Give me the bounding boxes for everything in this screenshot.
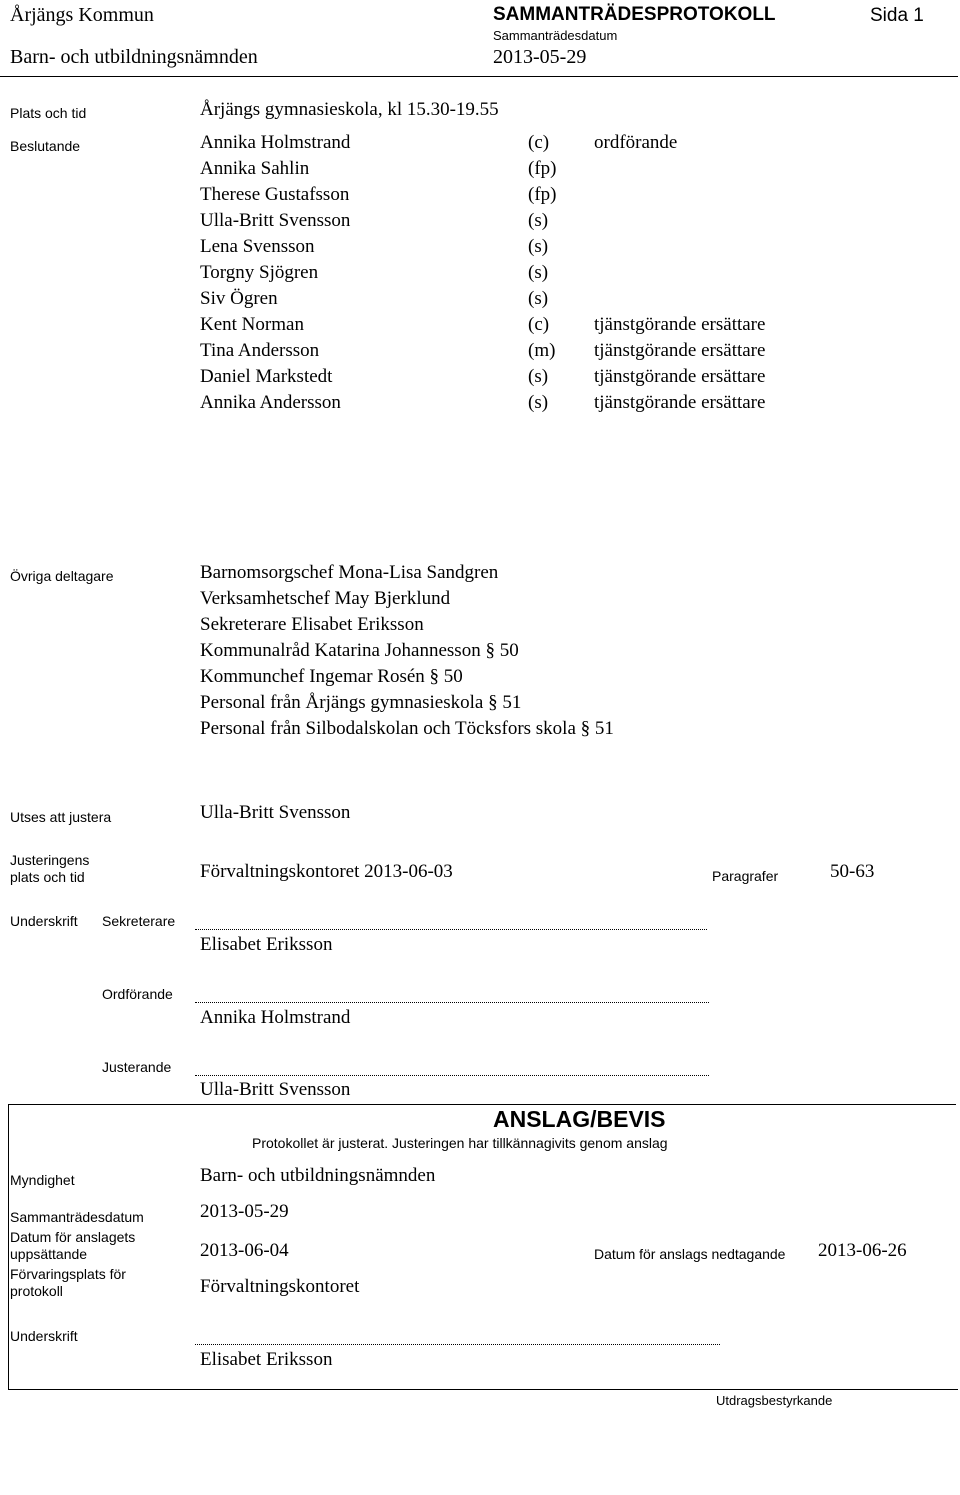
adjust-place-label-1: Justeringens xyxy=(10,852,90,868)
deciding-label: Beslutande xyxy=(10,138,81,154)
adjust-place-value: Förvaltningskontoret 2013-06-03 xyxy=(200,861,453,882)
member-role: tjänstgörande ersättare xyxy=(594,314,766,335)
storage-value: Förvaltningskontoret xyxy=(200,1276,360,1297)
others-label: Övriga deltagare xyxy=(10,568,114,584)
member-party: (m) xyxy=(528,340,556,361)
member-role: tjänstgörande ersättare xyxy=(594,392,766,413)
adjust-place-label-2: plats och tid xyxy=(10,869,85,885)
signature-line-adjuster xyxy=(195,1075,709,1076)
signature-role-adjuster: Justerande xyxy=(102,1059,172,1075)
signature-role-secretary: Sekreterare xyxy=(102,913,176,929)
other-participant: Personal från Silbodalskolan och Töcksfors skola § 51 xyxy=(200,718,614,739)
member-party: (fp) xyxy=(528,158,557,179)
anslag-top-border xyxy=(8,1104,956,1105)
header-divider xyxy=(0,76,958,77)
anslag-subtitle: Protokollet är justerat. Justeringen har tillkännagivits genom anslag xyxy=(252,1135,668,1151)
place-value: Årjängs gymnasieskola, kl 15.30-19.55 xyxy=(200,99,499,120)
place-label: Plats och tid xyxy=(10,105,87,121)
member-name: Kent Norman xyxy=(200,314,304,335)
signature-name-chair: Annika Holmstrand xyxy=(200,1007,351,1028)
storage-label-1: Förvaringsplats för xyxy=(10,1266,126,1282)
member-name: Therese Gustafsson xyxy=(200,184,350,205)
member-role: ordförande xyxy=(594,132,678,153)
member-party: (s) xyxy=(528,366,549,387)
document-title: SAMMANTRÄDESPROTOKOLL xyxy=(493,4,776,25)
member-party: (s) xyxy=(528,210,549,231)
other-participant: Kommunchef Ingemar Rosén § 50 xyxy=(200,666,463,687)
anslag-left-border xyxy=(8,1104,9,1389)
adjust-value: Ulla-Britt Svensson xyxy=(200,802,351,823)
member-name: Annika Andersson xyxy=(200,392,341,413)
anslag-signature-name: Elisabet Eriksson xyxy=(200,1349,333,1370)
member-name: Ulla-Britt Svensson xyxy=(200,210,351,231)
member-party: (s) xyxy=(528,392,549,413)
authority-label: Myndighet xyxy=(10,1172,75,1188)
other-participant: Sekreterare Elisabet Eriksson xyxy=(200,614,424,635)
storage-label-2: protokoll xyxy=(10,1283,63,1299)
posted-label-1: Datum för anslagets xyxy=(10,1229,136,1245)
anslag-bottom-border xyxy=(8,1389,958,1390)
authority-value: Barn- och utbildningsnämnden xyxy=(200,1165,436,1186)
member-party: (fp) xyxy=(528,184,557,205)
committee-name: Barn- och utbildningsnämnden xyxy=(10,46,258,68)
date-label: Sammanträdesdatum xyxy=(493,28,618,43)
member-name: Torgny Sjögren xyxy=(200,262,319,283)
member-name: Lena Svensson xyxy=(200,236,315,257)
member-name: Tina Andersson xyxy=(200,340,320,361)
member-party: (s) xyxy=(528,262,549,283)
adjust-label: Utses att justera xyxy=(10,809,112,825)
other-participant: Verksamhetschef May Bjerklund xyxy=(200,588,451,609)
anslag-meeting-date-label: Sammanträdesdatum xyxy=(10,1209,144,1225)
other-participant: Barnomsorgschef Mona-Lisa Sandgren xyxy=(200,562,499,583)
member-name: Siv Ögren xyxy=(200,288,278,309)
anslag-signature-label: Underskrift xyxy=(10,1328,78,1344)
extract-label: Utdragsbestyrkande xyxy=(716,1393,833,1408)
page-number: Sida 1 xyxy=(870,5,924,26)
removed-date: 2013-06-26 xyxy=(818,1240,907,1261)
member-name: Annika Holmstrand xyxy=(200,132,351,153)
member-role: tjänstgörande ersättare xyxy=(594,340,766,361)
member-role: tjänstgörande ersättare xyxy=(594,366,766,387)
member-name: Annika Sahlin xyxy=(200,158,310,179)
member-party: (s) xyxy=(528,236,549,257)
signature-name-adjuster: Ulla-Britt Svensson xyxy=(200,1079,351,1100)
member-party: (c) xyxy=(528,314,550,335)
removed-label: Datum för anslags nedtagande xyxy=(594,1246,786,1262)
posted-label-2: uppsättande xyxy=(10,1246,88,1262)
meeting-date: 2013-05-29 xyxy=(493,46,587,68)
anslag-signature-line xyxy=(195,1344,720,1345)
signature-line-chair xyxy=(195,1002,709,1003)
paragraphs-label: Paragrafer xyxy=(712,868,779,884)
signature-name-secretary: Elisabet Eriksson xyxy=(200,934,333,955)
paragraphs-value: 50-63 xyxy=(830,861,875,882)
member-party: (s) xyxy=(528,288,549,309)
posted-date: 2013-06-04 xyxy=(200,1240,289,1261)
anslag-meeting-date: 2013-05-29 xyxy=(200,1201,289,1222)
signature-line-secretary xyxy=(195,929,707,930)
other-participant: Personal från Årjängs gymnasieskola § 51 xyxy=(200,692,522,713)
organization-name: Årjängs Kommun xyxy=(10,4,154,26)
anslag-title: ANSLAG/BEVIS xyxy=(493,1106,666,1132)
signature-label: Underskrift xyxy=(10,913,78,929)
member-name: Daniel Markstedt xyxy=(200,366,333,387)
other-participant: Kommunalråd Katarina Johannesson § 50 xyxy=(200,640,519,661)
member-party: (c) xyxy=(528,132,550,153)
signature-role-chair: Ordförande xyxy=(102,986,173,1002)
